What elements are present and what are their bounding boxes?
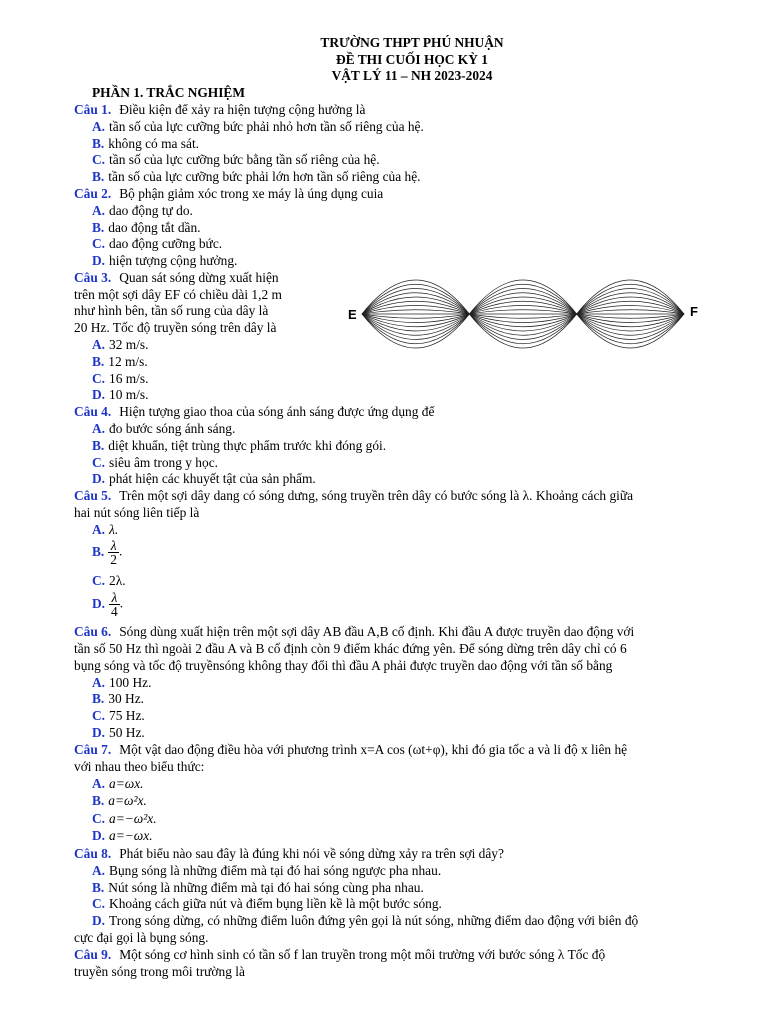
question-4: Câu 4. Hiện tượng giao thoa của sóng ánh sáng được ứng dụng để <box>74 404 435 419</box>
question-9-line2: truyền sóng trong môi trường là <box>74 964 245 979</box>
q8-option-a: A. Bụng sóng là những điểm mà tại đó hai sóng ngược pha nhau. <box>92 863 442 878</box>
q7-option-c: C. a=−ω²x. <box>92 811 157 826</box>
question-3: Câu 3. Quan sát sóng dừng xuất hiện <box>74 270 279 285</box>
question-5: Câu 5. Trên một sợi dây dang có sóng dưng, sóng truyền trên dây có bước sóng là λ. Khoảng cách giữa <box>74 488 634 503</box>
question-3-line4: 20 Hz. Tốc độ truyền sóng trên dây là <box>74 320 277 335</box>
q1-option-b: B. không có ma sát. <box>92 136 200 151</box>
section-title: PHẦN 1. TRẮC NGHIỆM <box>92 85 246 100</box>
q1-option-d: B. tần số của lực cưỡng bức phải lớn hơn tần số riêng của hệ. <box>92 169 421 184</box>
q4-option-b: B. diệt khuẩn, tiệt trùng thực phẩm trước khi đóng gói. <box>92 438 387 453</box>
question-8: Câu 8. Phát biểu nào sau đây là đúng khi nói về sóng dừng xảy ra trên sợi dây? <box>74 846 504 861</box>
wave-envelope-curve <box>362 293 684 314</box>
q2-option-b: B. dao động tắt dần. <box>92 220 201 235</box>
q1-option-c: C. tần số của lực cưỡng bức bằng tần số riêng của hệ. <box>92 152 380 167</box>
q7-option-b: B. a=ω²x. <box>92 793 147 808</box>
q5-option-c: C. 2λ. <box>92 573 126 588</box>
q5-option-a: A. λ. <box>92 522 119 537</box>
q8-option-c: C. Khoảng cách giữa nút và điểm bụng liền kề là một bước sóng. <box>92 896 442 911</box>
q2-option-a: A. dao động tự do. <box>92 203 193 218</box>
q5-option-d: D. $\frac{\lambda}{4}$ . <box>92 590 124 619</box>
question-3-line2: trên một sợi dây EF có chiều dài 1,2 m <box>74 287 282 302</box>
q7-option-d: D. a=−ωx. <box>92 828 153 843</box>
question-6-line3: bụng sóng và tốc độ truyềnsóng không thay đổi thì đầu A phải được truyền dao động với tần số bằng <box>74 658 613 673</box>
q8-option-b: B. Nút sóng là những điểm mà tại đó hai sóng cùng pha nhau. <box>92 880 424 895</box>
question-6-line2: tần số 50 Hz thì ngoài 2 đầu A và B cố định còn 9 điểm khác đứng yên. Để sóng dừng trên dây chỉ có 6 <box>74 641 627 656</box>
wave-envelope-curve <box>362 314 684 335</box>
q3-option-a: A. 32 m/s. <box>92 337 149 352</box>
q7-option-a: A. a=ωx. <box>92 776 144 791</box>
wave-envelope-curve <box>362 310 684 314</box>
q8-option-d-line2: cực đại gọi là bụng sóng. <box>74 930 209 945</box>
q6-option-a: A. 100 Hz. <box>92 675 152 690</box>
q4-option-c: C. siêu âm trong y học. <box>92 455 218 470</box>
label-e: E <box>348 307 357 322</box>
q6-option-d: D. 50 Hz. <box>92 725 145 740</box>
question-7: Câu 7. Một vật dao động điều hòa với phương trình x=A cos (ωt+φ), khi đó gia tốc a và li độ x liên hệ <box>74 742 628 757</box>
q3-option-d: D. 10 m/s. <box>92 387 149 402</box>
q8-option-d: D. Trong sóng dừng, có những điểm luôn đứng yên gọi là nút sóng, những điểm dao động với biên độ <box>92 913 639 928</box>
q3-option-c: C. 16 m/s. <box>92 371 149 386</box>
wave-envelope-curve <box>362 314 684 327</box>
question-1: Câu 1. Điều kiện để xảy ra hiện tượng cộng hưởng là <box>74 102 366 117</box>
q5-option-b: B. $\frac{\lambda}{2}$ . <box>92 538 123 567</box>
wave-envelope-curve <box>362 314 684 318</box>
school-name: TRƯỜNG THPT PHÚ NHUẬN <box>320 35 504 50</box>
q1-option-a: A. tần số của lực cưỡng bức phải nhỏ hơn tần số riêng của hệ. <box>92 119 424 134</box>
question-5-line2: hai nút sóng liên tiếp là <box>74 505 200 520</box>
question-9: Câu 9. Một sóng cơ hình sinh có tần số f lan truyền trong một môi trường với bước sóng λ Tốc độ <box>74 947 606 962</box>
question-3-line3: như hình bên, tần số rung của dây là <box>74 303 269 318</box>
question-2: Câu 2. Bộ phận giảm xóc trong xe máy là úng dụng cuia <box>74 186 384 201</box>
q3-option-b: B. 12 m/s. <box>92 354 148 369</box>
standing-wave-figure <box>340 272 710 356</box>
q6-option-c: C. 75 Hz. <box>92 708 145 723</box>
q4-option-a: A. đo bước sóng ánh sáng. <box>92 421 236 436</box>
exam-title: ĐỀ THI CUỐI HỌC KỲ 1 <box>336 52 488 67</box>
question-7-line2: với nhau theo biểu thức: <box>74 759 205 774</box>
label-f: F <box>690 304 698 319</box>
subject-title: VẬT LÝ 11 – NH 2023-2024 <box>331 68 493 83</box>
q4-option-d: D. phát hiện các khuyết tật của sản phẩm. <box>92 471 316 486</box>
q2-option-d: D. hiện tượng cộng hưởng. <box>92 253 238 268</box>
question-6: Câu 6. Sóng dùng xuất hiện trên một sợi dây AB đầu A,B cố định. Khi đầu A được truyền dao động với <box>74 624 635 639</box>
q6-option-b: B. 30 Hz. <box>92 691 144 706</box>
q2-option-c: C. dao động cưỡng bức. <box>92 236 223 251</box>
wave-envelope-curve <box>362 301 684 314</box>
